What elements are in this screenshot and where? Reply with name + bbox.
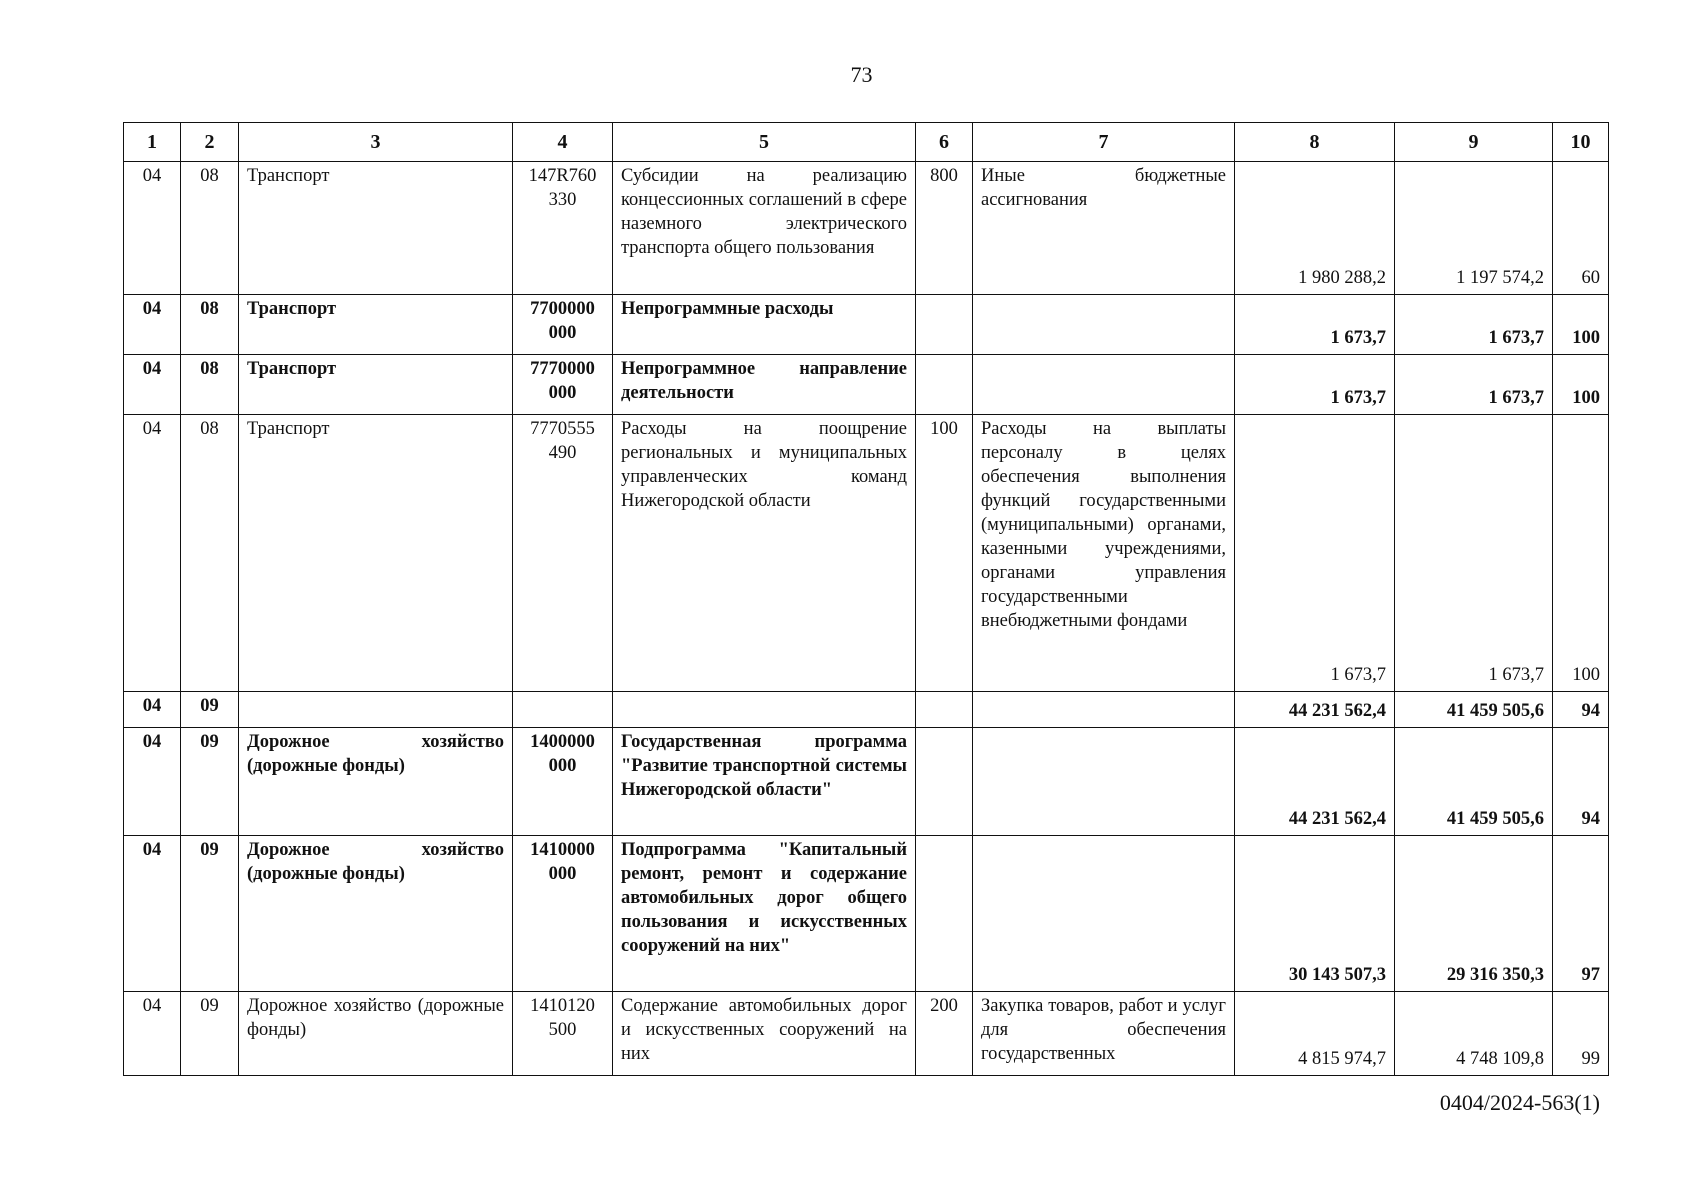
amount-actual: 29 316 350,3: [1395, 836, 1553, 992]
target-article-code: [513, 355, 613, 415]
table-row: [124, 692, 1609, 728]
header-cell: 3: [239, 123, 513, 162]
section-code: 04: [124, 728, 181, 836]
table-row: [124, 162, 1609, 295]
header-cell: 10: [1553, 123, 1609, 162]
percent-done: 97: [1553, 836, 1609, 992]
target-article-code: [513, 692, 613, 728]
amount-plan: 1 673,7: [1235, 415, 1395, 692]
article-name: Расходы на поощрение региональных и муниципальных управленческих команд Нижегородской области: [613, 415, 916, 692]
section-name: Дорожное хозяйство (дорожные фонды): [239, 992, 513, 1076]
header-cell: 5: [613, 123, 916, 162]
amount-actual: 1 197 574,2: [1395, 162, 1553, 295]
header-cell: 8: [1235, 123, 1395, 162]
percent-done: 94: [1553, 692, 1609, 728]
percent-done: 100: [1553, 295, 1609, 355]
code-part: 147R760: [528, 166, 597, 186]
expense-type-name: Иные бюджетные ассигнования: [973, 162, 1235, 295]
budget-table: [123, 122, 1609, 1076]
document-code: 0404/2024-563(1): [1439, 1090, 1600, 1115]
expense-type-name: [973, 295, 1235, 355]
expense-type-name: [973, 836, 1235, 992]
expense-type-code: 100: [916, 415, 973, 692]
target-article-code: [513, 415, 613, 692]
expense-type-name: [973, 692, 1235, 728]
expense-type-code: [916, 836, 973, 992]
amount-actual: 1 673,7: [1395, 295, 1553, 355]
percent-done: 94: [1553, 728, 1609, 836]
article-name: Непрограммные расходы: [613, 295, 916, 355]
target-article-code: [513, 162, 613, 295]
expense-type-code: 200: [916, 992, 973, 1076]
section-code: 04: [124, 355, 181, 415]
amount-actual: 41 459 505,6: [1395, 692, 1553, 728]
amount-plan: 1 673,7: [1235, 355, 1395, 415]
subsection-code: 08: [181, 355, 239, 415]
subsection-code: 09: [181, 992, 239, 1076]
code-part: 7700000: [530, 299, 595, 319]
subsection-code: 08: [181, 415, 239, 692]
article-name: Подпрограмма "Капитальный ремонт, ремонт и содержание автомобильных дорог общего пользования и искусственных сооружений на них": [613, 836, 916, 992]
amount-actual: 4 748 109,8: [1395, 992, 1553, 1076]
table-row: [124, 295, 1609, 355]
amount-actual: 41 459 505,6: [1395, 728, 1553, 836]
expense-type-name: Расходы на выплаты персоналу в целях обеспечения выполнения функций государственными (муниципальными) органами, казенными учреждениями, органами управления государственными внебюджетными фондами: [973, 415, 1235, 692]
section-name: [239, 692, 513, 728]
percent-done: 99: [1553, 992, 1609, 1076]
subsection-code: 09: [181, 728, 239, 836]
percent-done: 100: [1553, 355, 1609, 415]
code-part: 330: [548, 190, 577, 210]
code-part: 7770555: [530, 419, 595, 439]
code-part: 490: [548, 443, 577, 463]
expense-type-code: [916, 728, 973, 836]
expense-type-name: Закупка товаров, работ и услуг для обеспечения государственных: [973, 992, 1235, 1076]
section-code: 04: [124, 692, 181, 728]
section-code: 04: [124, 162, 181, 295]
page-number: 73: [850, 62, 873, 87]
header-cell: 2: [181, 123, 239, 162]
code-part: 000: [548, 323, 577, 343]
percent-done: 100: [1553, 415, 1609, 692]
expense-type-name: [973, 728, 1235, 836]
table-row: [124, 355, 1609, 415]
expense-type-code: [916, 692, 973, 728]
percent-done: 60: [1553, 162, 1609, 295]
target-article-code: [513, 992, 613, 1076]
table-row: [124, 728, 1609, 836]
amount-plan: 30 143 507,3: [1235, 836, 1395, 992]
header-cell: 6: [916, 123, 973, 162]
amount-actual: 1 673,7: [1395, 415, 1553, 692]
header-cell: 1: [124, 123, 181, 162]
code-part: 7770000: [530, 359, 595, 379]
code-part: 500: [548, 1020, 577, 1040]
amount-plan: 1 673,7: [1235, 295, 1395, 355]
code-part: 1410000: [530, 840, 595, 860]
section-name: Транспорт: [239, 355, 513, 415]
subsection-code: 08: [181, 162, 239, 295]
amount-actual: 1 673,7: [1395, 355, 1553, 415]
expense-type-code: 800: [916, 162, 973, 295]
target-article-code: [513, 728, 613, 836]
expense-type-code: [916, 355, 973, 415]
subsection-code: 09: [181, 836, 239, 992]
table-row: [124, 836, 1609, 992]
amount-plan: 1 980 288,2: [1235, 162, 1395, 295]
code-part: 000: [548, 864, 577, 884]
header-row: [124, 123, 1609, 162]
section-name: Транспорт: [239, 295, 513, 355]
target-article-code: [513, 836, 613, 992]
header-cell: 4: [513, 123, 613, 162]
amount-plan: 4 815 974,7: [1235, 992, 1395, 1076]
section-name: Дорожное хозяйство (дорожные фонды): [239, 728, 513, 836]
subsection-code: 09: [181, 692, 239, 728]
table-row: [124, 415, 1609, 692]
header-cell: 9: [1395, 123, 1553, 162]
section-name: Транспорт: [239, 162, 513, 295]
article-name: Субсидии на реализацию концессионных соглашений в сфере наземного электрического транспорта общего пользования: [613, 162, 916, 295]
article-name: Государственная программа "Развитие транспортной системы Нижегородской области": [613, 728, 916, 836]
code-part: 1400000: [530, 732, 595, 752]
amount-plan: 44 231 562,4: [1235, 728, 1395, 836]
header-cell: 7: [973, 123, 1235, 162]
section-code: 04: [124, 992, 181, 1076]
section-code: 04: [124, 295, 181, 355]
amount-plan: 44 231 562,4: [1235, 692, 1395, 728]
code-part: 1410120: [530, 996, 595, 1016]
expense-type-code: [916, 295, 973, 355]
subsection-code: 08: [181, 295, 239, 355]
target-article-code: [513, 295, 613, 355]
section-code: 04: [124, 415, 181, 692]
code-part: 000: [548, 383, 577, 403]
article-name: Непрограммное направление деятельности: [613, 355, 916, 415]
table-row: [124, 992, 1609, 1076]
section-name: Транспорт: [239, 415, 513, 692]
expense-type-name: [973, 355, 1235, 415]
section-code: 04: [124, 836, 181, 992]
code-part: 000: [548, 756, 577, 776]
article-name: Содержание автомобильных дорог и искусственных сооружений на них: [613, 992, 916, 1076]
section-name: Дорожное хозяйство (дорожные фонды): [239, 836, 513, 992]
article-name: [613, 692, 916, 728]
